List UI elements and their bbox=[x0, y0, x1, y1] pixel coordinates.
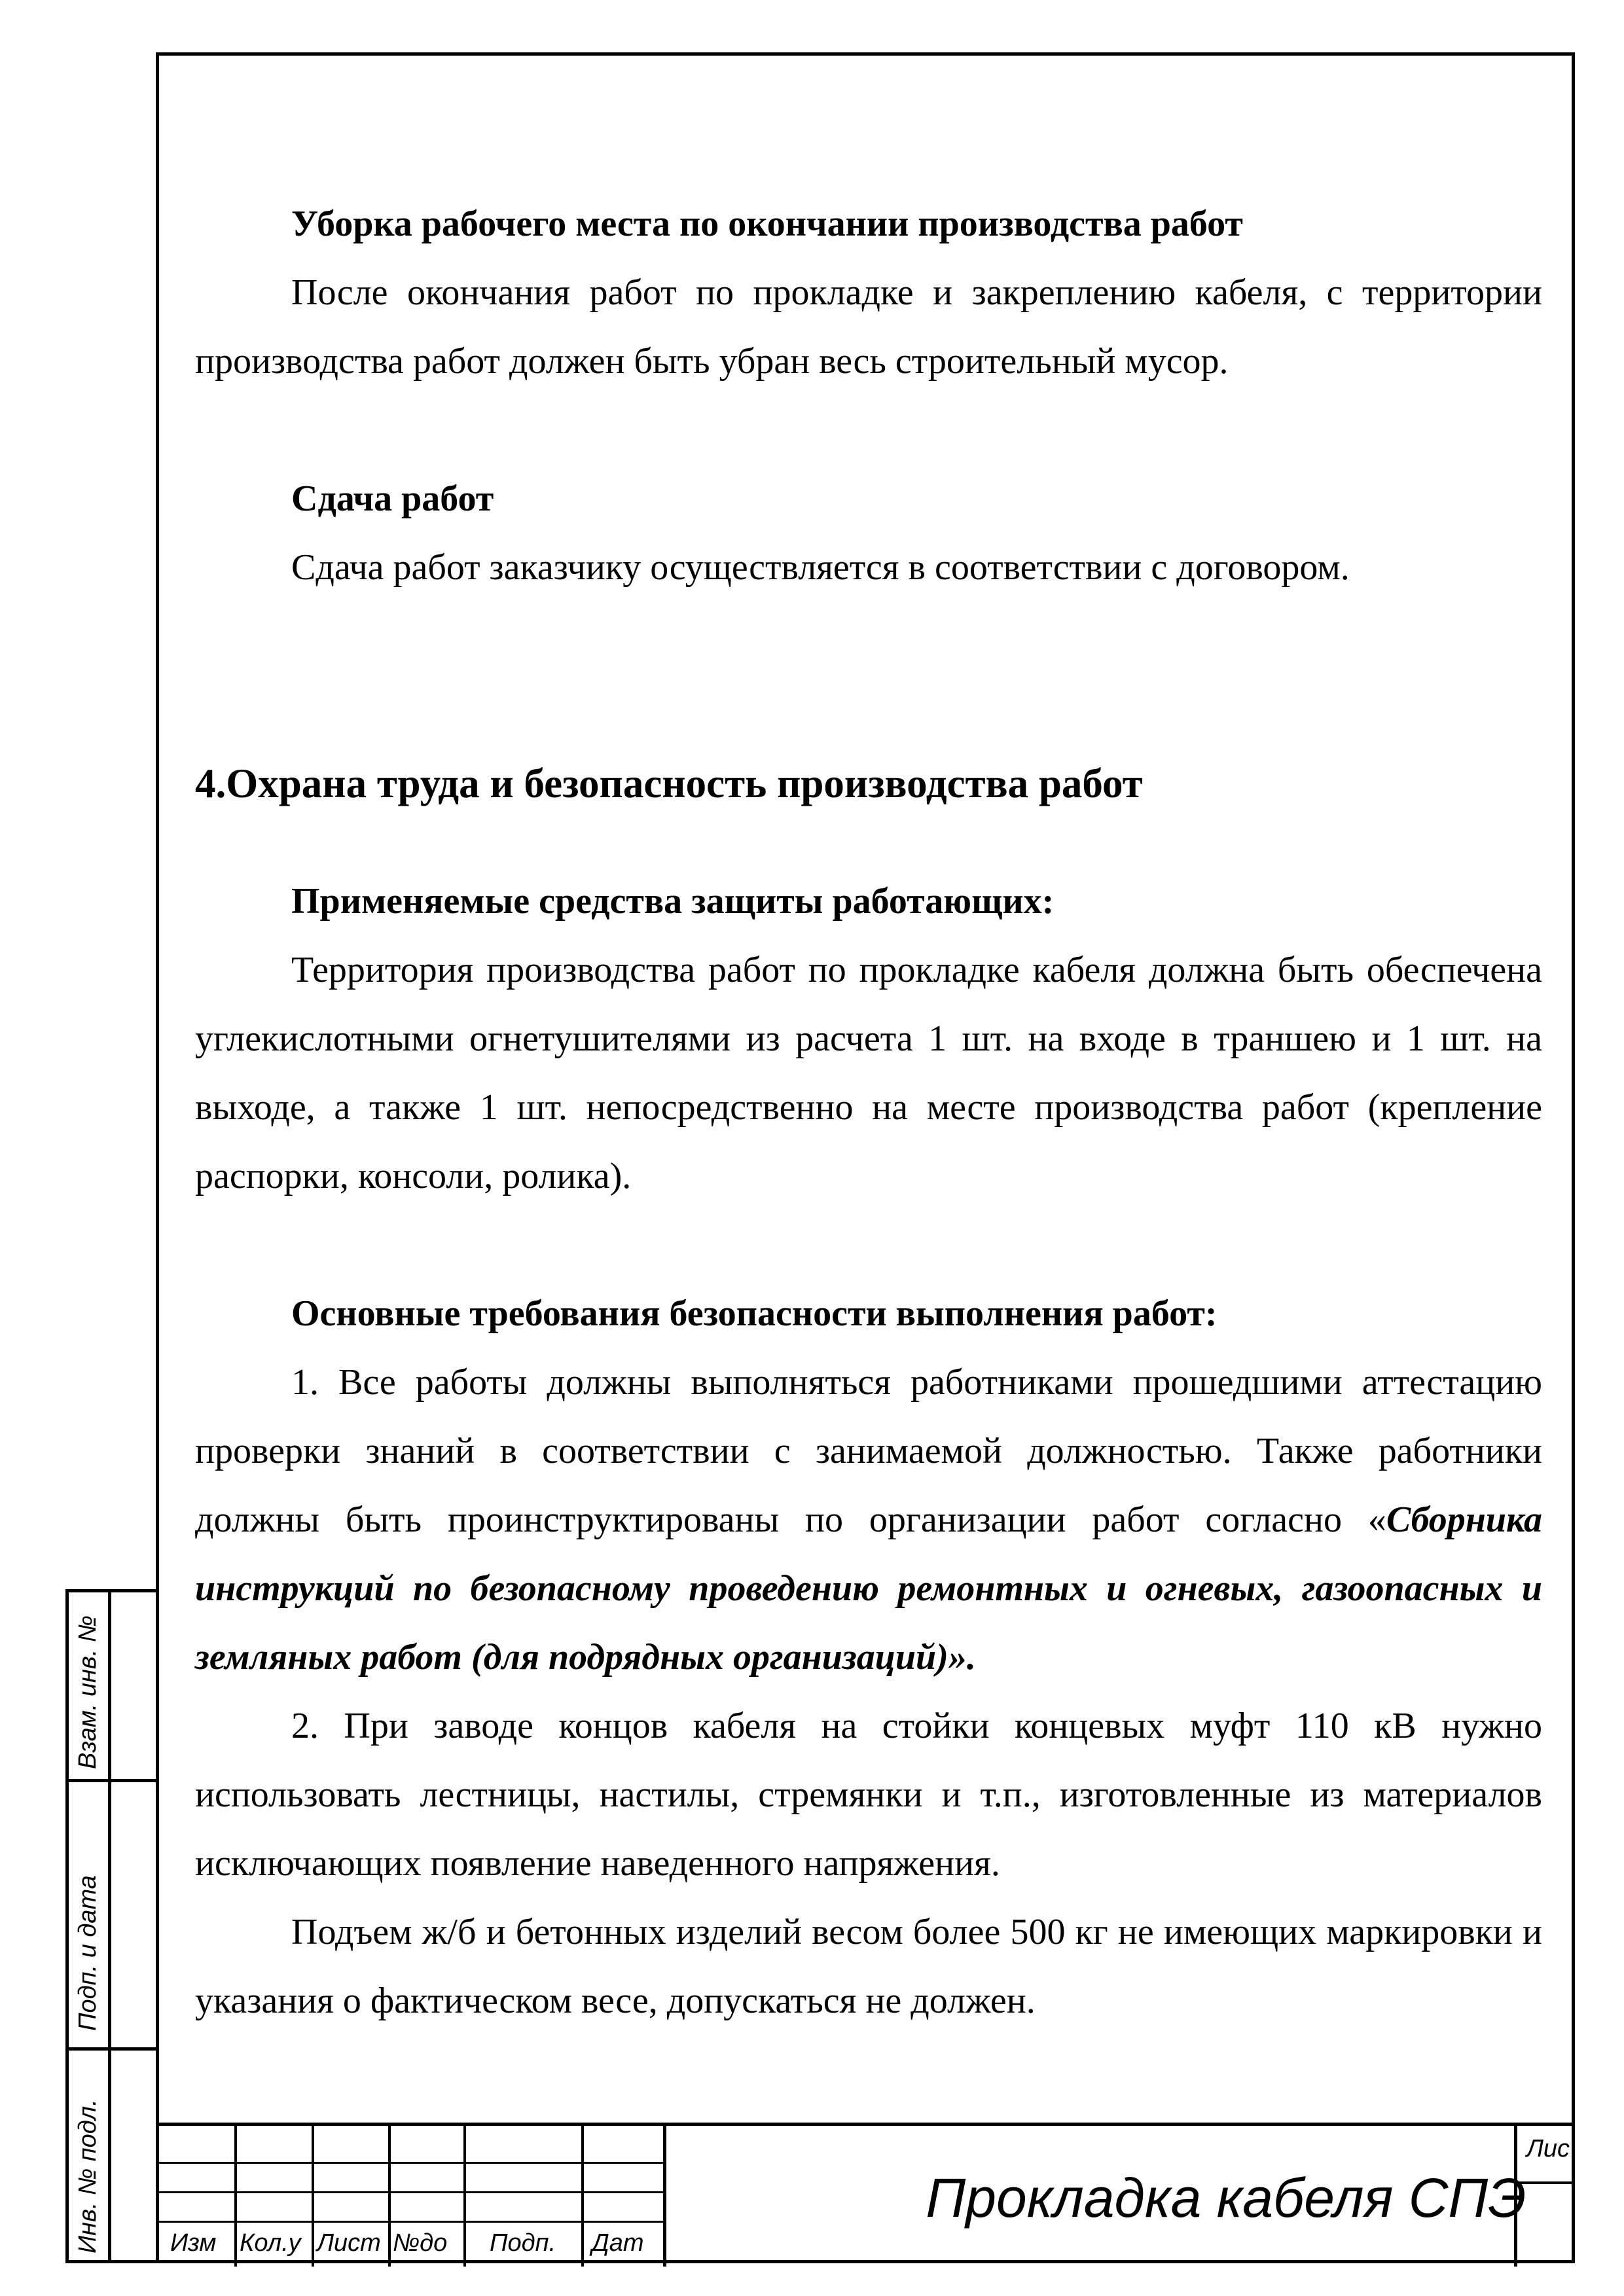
requirement-item-1-text: 1. Все работы должны выполняться работниками прошедшими аттестацию проверки знаний в соответствии с занимаемой должностью. Также работники должны быть проинструктированы по организации работ согласно « bbox=[195, 1362, 1542, 1540]
requirement-item-2: 2. При заводе концов кабеля на стойки концевых муфт 110 кВ нужно использовать лестницы, настилы, стремянки и т.п., изготовленные из материалов исключающих появление наведенного напряжения. bbox=[195, 1706, 1542, 1884]
column-sheet: Лист bbox=[317, 2229, 381, 2257]
requirement-item-3: Подъем ж/б и бетонных изделий весом более 500 кг не имеющих маркировки и указания о фактическом весе, допускаться не должен. bbox=[195, 1912, 1542, 2021]
chapter-4-title: 4.Охрана труда и безопасность производства работ bbox=[195, 761, 1143, 806]
handover-paragraph: Сдача работ заказчику осуществляется в соответствии с договором. bbox=[291, 547, 1350, 588]
column-date: Дат bbox=[592, 2229, 644, 2257]
requirement-item-1 bbox=[195, 1348, 1542, 1692]
sidebar-label-inventory: Инв. № подл. bbox=[74, 2099, 101, 2253]
approval-sidebar bbox=[65, 1589, 156, 2263]
sheet-label: Лис bbox=[1526, 2135, 1570, 2162]
column-revision: Изм bbox=[170, 2229, 217, 2257]
cleanup-paragraph: После окончания работ по прокладке и закреплению кабеля, с территории производства работ должен быть убран весь строительный мусор. bbox=[195, 272, 1542, 382]
column-document-number: №до bbox=[393, 2229, 448, 2257]
protection-heading: Применяемые средства защиты работающих: bbox=[291, 881, 1055, 922]
sidebar-label-signature-date: Подп. и дата bbox=[74, 1875, 101, 2031]
column-quantity: Кол.у bbox=[240, 2229, 301, 2257]
cleanup-heading: Уборка рабочего места по окончании производства работ bbox=[291, 204, 1243, 244]
document-body bbox=[195, 190, 1542, 2036]
column-signature: Подп. bbox=[490, 2229, 556, 2257]
requirements-heading: Основные требования безопасности выполнения работ: bbox=[291, 1293, 1218, 1334]
protection-paragraph: Территория производства работ по прокладке кабеля должна быть обеспечена углекислотными огнетушителями из расчета 1 шт. на входе в траншею и 1 шт. на выходе, а также 1 шт. непосредственно на месте производства работ (крепление распорки, консоли, ролика). bbox=[195, 950, 1542, 1196]
sidebar-label-replacement: Взам. инв. № bbox=[74, 1615, 101, 1769]
document-title: Прокладка кабеля СПЭ bbox=[926, 2167, 1526, 2229]
requirement-item-1-emphasis: Сборника инструкций по безопасному проведению ремонтных и огневых, газоопасных и земляных работ (для подрядных организаций)». bbox=[195, 1499, 1542, 1677]
title-block bbox=[156, 2123, 1575, 2263]
handover-heading: Сдача работ bbox=[291, 478, 494, 519]
